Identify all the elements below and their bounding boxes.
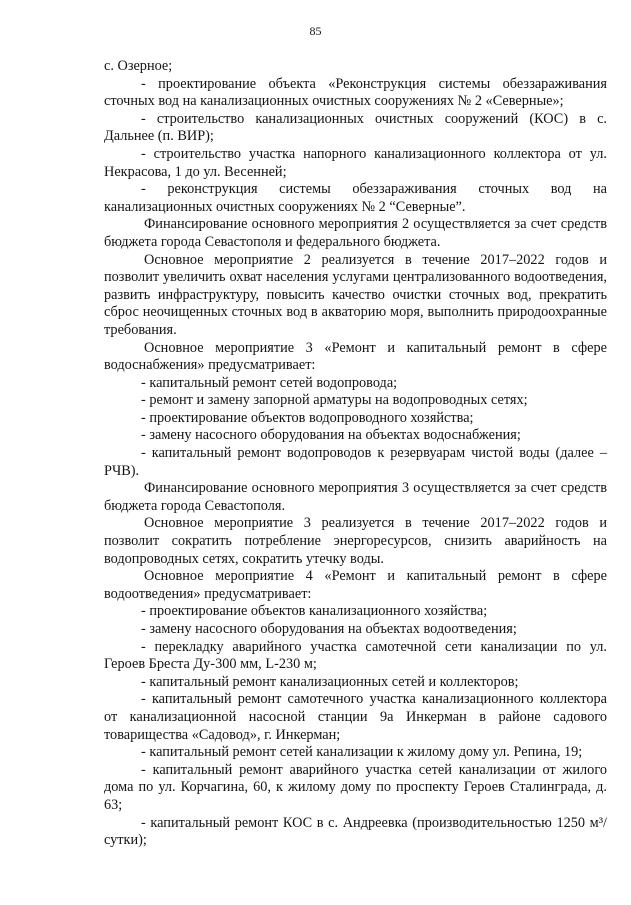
list-item: - строительство участка напорного канализационного коллектора от ул. Некрасова, 1 до ул. Весенней;: [104, 145, 607, 180]
page-number: 85: [309, 24, 322, 38]
list-item: - капитальный ремонт канализационных сетей и коллекторов;: [141, 673, 519, 690]
paragraph: Финансирование основного мероприятия 2 осуществляется за счет средств бюджета города Севастополя и федерального бюджета.: [104, 216, 607, 250]
list-item: - проектирование объектов водопроводного хозяйства;: [141, 409, 474, 426]
list-item: - капитальный ремонт самотечного участка канализационного коллектора от канализационной насосной станции 9а Инкерман в районе садового товарищества «Садовод», г. Инкерман;: [104, 691, 607, 743]
paragraph: Основное мероприятие 4 «Ремонт и капитальный ремонт в сфере водоотведения» предусматривает:: [104, 568, 607, 602]
paragraph: с. Озерное;: [104, 58, 173, 74]
document-body: [104, 58, 607, 850]
list-item: - капитальный ремонт КОС в с. Андреевка (производительностью 1250 м³/сутки);: [104, 814, 607, 849]
list-item: - замену насосного оборудования на объектах водоотведения;: [141, 621, 517, 637]
list-item: - проектирование объектов канализационного хозяйства;: [141, 603, 488, 620]
list-item: - замену насосного оборудования на объектах водоснабжения;: [141, 427, 521, 444]
list-item: - капитальный ремонт аварийного участка сетей канализации от жилого дома по ул. Корчагина, 60, к жилому дому по проспекту Героев Сталинграда, д. 63;: [104, 761, 607, 813]
list-item: - реконструкция системы обеззараживания сточных вод на канализационных очистных сооружениях № 2 “Северные”.: [104, 181, 607, 215]
list-item: - ремонт и замену запорной арматуры на водопроводных сетях;: [141, 392, 528, 409]
paragraph: Основное мероприятие 2 реализуется в течение 2017–2022 годов и позволит увеличить охват населения услугами централизованного водоотведения, развить инфраструктуру, повысить качество очистки сточных вод, прекратить сброс неочищенных сточных вод в акваторию моря, выполнить природоохранные требования.: [104, 251, 607, 338]
list-item: - проектирование объекта «Реконструкция системы обеззараживания сточных вод на канализационных очистных сооружениях № 2 «Северные»;: [104, 75, 607, 110]
list-item: - капитальный ремонт сетей канализации к жилому дому ул. Репина, 19;: [141, 744, 583, 761]
list-item: - перекладку аварийного участка самотечной сети канализации по ул. Героев Бреста Ду-300 мм, L-230 м;: [104, 638, 607, 673]
list-item: - капитальный ремонт сетей водопровода;: [141, 374, 398, 391]
list-item: - капитальный ремонт водопроводов к резервуарам чистой воды (далее – РЧВ).: [104, 445, 607, 479]
paragraph: Основное мероприятие 3 «Ремонт и капитальный ремонт в сфере водоснабжения» предусматривает:: [104, 339, 607, 374]
paragraph: Финансирование основного мероприятия 3 осуществляется за счет средств бюджета города Севастополя.: [104, 480, 607, 514]
paragraph: Основное мероприятие 3 реализуется в течение 2017–2022 годов и позволит сократить потребление энергоресурсов, снизить аварийность на водопроводных сетях, сократить утечку воды.: [104, 515, 607, 567]
list-item: - строительство канализационных очистных сооружений (КОС) в с. Дальнее (п. ВИР);: [104, 110, 607, 145]
